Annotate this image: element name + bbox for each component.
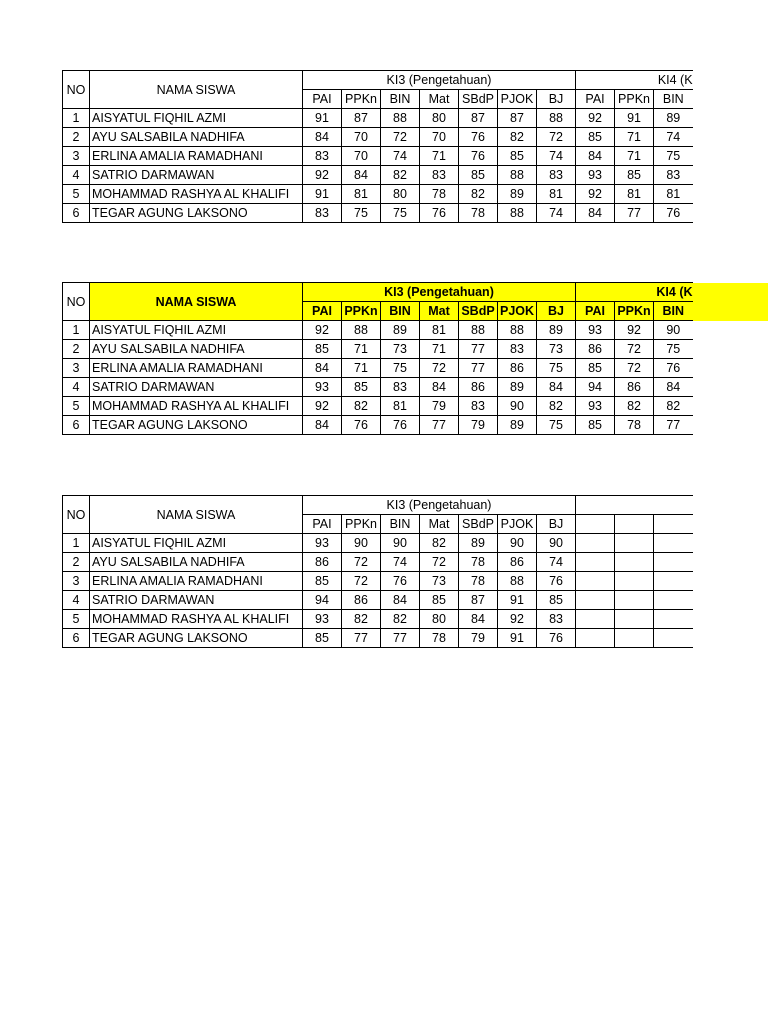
ki3-score: 76 bbox=[342, 416, 381, 435]
ki3-score: 74 bbox=[381, 147, 420, 166]
score-table-2 bbox=[62, 282, 768, 435]
ki3-score: 70 bbox=[342, 147, 381, 166]
ki3-score: 82 bbox=[420, 534, 459, 553]
ki3-score: 76 bbox=[459, 128, 498, 147]
ki3-score: 81 bbox=[537, 185, 576, 204]
ki4-score: 86 bbox=[576, 340, 615, 359]
table-row bbox=[63, 185, 768, 204]
ki4-score: 92 bbox=[615, 321, 654, 340]
ki3-score: 77 bbox=[381, 629, 420, 648]
subject-header: BJ bbox=[537, 90, 576, 109]
empty-cell bbox=[654, 553, 693, 572]
header-blank bbox=[576, 496, 693, 515]
student-name: MOHAMMAD RASHYA AL KHALIFI bbox=[90, 610, 303, 629]
ki4-score: 93 bbox=[576, 166, 615, 185]
subject-header: PAI bbox=[303, 515, 342, 534]
score-grid-2 bbox=[62, 282, 768, 435]
empty-cell bbox=[654, 534, 693, 553]
ki3-score: 91 bbox=[498, 629, 537, 648]
empty-cell bbox=[654, 629, 693, 648]
subject-header: PAI bbox=[576, 302, 615, 321]
ki3-score: 80 bbox=[420, 109, 459, 128]
ki3-score: 75 bbox=[381, 204, 420, 223]
ki4-score: 85 bbox=[576, 128, 615, 147]
subject-header: BJ bbox=[537, 302, 576, 321]
ki3-score: 72 bbox=[381, 128, 420, 147]
ki3-score: 78 bbox=[459, 572, 498, 591]
score-table-3 bbox=[62, 495, 768, 648]
subject-header: BIN bbox=[381, 90, 420, 109]
ki4-score: 83 bbox=[654, 166, 693, 185]
ki3-score: 77 bbox=[342, 629, 381, 648]
empty-cell bbox=[654, 591, 693, 610]
ki3-score: 88 bbox=[498, 572, 537, 591]
ki3-score: 75 bbox=[537, 416, 576, 435]
empty-cell bbox=[615, 629, 654, 648]
table-row bbox=[63, 166, 768, 185]
subject-header: PAI bbox=[303, 90, 342, 109]
ki4-score: 85 bbox=[615, 166, 654, 185]
ki4-score: 84 bbox=[576, 204, 615, 223]
ki3-score: 91 bbox=[303, 185, 342, 204]
row-number: 4 bbox=[63, 378, 90, 397]
ki3-score: 74 bbox=[537, 553, 576, 572]
ki3-score: 87 bbox=[459, 591, 498, 610]
student-name: AISYATUL FIQHIL AZMI bbox=[90, 109, 303, 128]
subject-header: PPKn bbox=[342, 515, 381, 534]
ki4-score: 76 bbox=[654, 204, 693, 223]
ki3-score: 83 bbox=[420, 166, 459, 185]
header-no: NO bbox=[63, 71, 90, 109]
ki3-score: 90 bbox=[498, 397, 537, 416]
ki3-score: 72 bbox=[537, 128, 576, 147]
ki3-score: 82 bbox=[381, 166, 420, 185]
ki3-score: 71 bbox=[342, 340, 381, 359]
ki3-score: 83 bbox=[459, 397, 498, 416]
empty-cell bbox=[576, 572, 615, 591]
row-number: 2 bbox=[63, 128, 90, 147]
ki3-score: 76 bbox=[459, 147, 498, 166]
ki3-score: 70 bbox=[342, 128, 381, 147]
row-number: 1 bbox=[63, 534, 90, 553]
row-number: 5 bbox=[63, 185, 90, 204]
ki4-score: 72 bbox=[615, 359, 654, 378]
ki3-score: 90 bbox=[498, 534, 537, 553]
score-grid-3 bbox=[62, 495, 768, 648]
empty-cell bbox=[615, 553, 654, 572]
table-2-body bbox=[63, 321, 768, 435]
ki3-score: 85 bbox=[303, 572, 342, 591]
ki3-score: 76 bbox=[381, 416, 420, 435]
ki4-score: 82 bbox=[654, 397, 693, 416]
ki4-score: 85 bbox=[576, 359, 615, 378]
student-name: ERLINA AMALIA RAMADHANI bbox=[90, 147, 303, 166]
table-row bbox=[63, 553, 768, 572]
empty-cell bbox=[615, 591, 654, 610]
ki3-score: 92 bbox=[303, 397, 342, 416]
ki4-score: 94 bbox=[576, 378, 615, 397]
ki3-score: 90 bbox=[537, 534, 576, 553]
subject-header: BIN bbox=[381, 515, 420, 534]
ki3-score: 92 bbox=[498, 610, 537, 629]
subject-header: BIN bbox=[381, 302, 420, 321]
ki4-score: 72 bbox=[615, 340, 654, 359]
ki3-score: 80 bbox=[381, 185, 420, 204]
ki3-score: 84 bbox=[459, 610, 498, 629]
row-number: 6 bbox=[63, 629, 90, 648]
ki3-score: 82 bbox=[459, 185, 498, 204]
ki3-score: 83 bbox=[303, 204, 342, 223]
student-name: AISYATUL FIQHIL AZMI bbox=[90, 534, 303, 553]
ki3-score: 93 bbox=[303, 610, 342, 629]
row-number: 5 bbox=[63, 397, 90, 416]
ki3-score: 78 bbox=[420, 629, 459, 648]
ki3-score: 77 bbox=[459, 340, 498, 359]
ki3-score: 83 bbox=[381, 378, 420, 397]
ki3-score: 82 bbox=[498, 128, 537, 147]
empty-cell bbox=[654, 572, 693, 591]
student-name: AISYATUL FIQHIL AZMI bbox=[90, 321, 303, 340]
ki3-score: 88 bbox=[498, 321, 537, 340]
subject-header: SBdP bbox=[459, 90, 498, 109]
ki3-score: 92 bbox=[303, 166, 342, 185]
ki4-score: 76 bbox=[654, 359, 693, 378]
header-nama-siswa: NAMA SISWA bbox=[90, 71, 303, 109]
ki3-score: 81 bbox=[420, 321, 459, 340]
subject-header: SBdP bbox=[459, 302, 498, 321]
header-nama-siswa: NAMA SISWA bbox=[90, 283, 303, 321]
ki4-score: 86 bbox=[615, 378, 654, 397]
student-name: AYU SALSABILA NADHIFA bbox=[90, 128, 303, 147]
ki3-score: 85 bbox=[537, 591, 576, 610]
table-3-body bbox=[63, 534, 768, 648]
subject-header: BIN bbox=[654, 90, 693, 109]
ki4-score: 85 bbox=[576, 416, 615, 435]
ki3-score: 84 bbox=[342, 166, 381, 185]
ki3-score: 72 bbox=[420, 553, 459, 572]
header-ki4: KI4 (K bbox=[576, 283, 693, 302]
ki3-score: 82 bbox=[537, 397, 576, 416]
ki3-score: 90 bbox=[381, 534, 420, 553]
ki3-score: 92 bbox=[303, 321, 342, 340]
subject-header: PAI bbox=[303, 302, 342, 321]
ki3-score: 74 bbox=[537, 147, 576, 166]
ki3-score: 88 bbox=[459, 321, 498, 340]
empty-cell bbox=[576, 534, 615, 553]
ki3-score: 91 bbox=[303, 109, 342, 128]
empty-cell bbox=[654, 515, 693, 534]
row-number: 3 bbox=[63, 572, 90, 591]
ki3-score: 73 bbox=[537, 340, 576, 359]
table-row bbox=[63, 610, 768, 629]
ki3-score: 82 bbox=[342, 397, 381, 416]
ki3-score: 85 bbox=[459, 166, 498, 185]
header-no: NO bbox=[63, 496, 90, 534]
header-ki3: KI3 (Pengetahuan) bbox=[303, 71, 576, 90]
ki4-score: 84 bbox=[576, 147, 615, 166]
student-name: SATRIO DARMAWAN bbox=[90, 166, 303, 185]
score-grid-1 bbox=[62, 70, 768, 223]
ki3-score: 84 bbox=[537, 378, 576, 397]
student-name: AYU SALSABILA NADHIFA bbox=[90, 340, 303, 359]
ki3-score: 71 bbox=[420, 147, 459, 166]
table-row bbox=[63, 629, 768, 648]
score-table-1 bbox=[62, 70, 768, 223]
ki3-score: 75 bbox=[342, 204, 381, 223]
table-row bbox=[63, 591, 768, 610]
ki3-score: 88 bbox=[498, 204, 537, 223]
subject-header: PJOK bbox=[498, 515, 537, 534]
ki3-score: 89 bbox=[381, 321, 420, 340]
row-number: 2 bbox=[63, 553, 90, 572]
header-ki3: KI3 (Pengetahuan) bbox=[303, 496, 576, 515]
ki3-score: 89 bbox=[498, 185, 537, 204]
ki3-score: 77 bbox=[420, 416, 459, 435]
ki3-score: 84 bbox=[303, 128, 342, 147]
ki4-score: 77 bbox=[654, 416, 693, 435]
ki4-score: 77 bbox=[615, 204, 654, 223]
subject-header: PJOK bbox=[498, 90, 537, 109]
ki3-score: 78 bbox=[459, 204, 498, 223]
ki4-score: 71 bbox=[615, 128, 654, 147]
subject-header: Mat bbox=[420, 302, 459, 321]
header-ki4: KI4 (K bbox=[576, 71, 693, 90]
subject-header: PPKn bbox=[615, 90, 654, 109]
student-name: MOHAMMAD RASHYA AL KHALIFI bbox=[90, 185, 303, 204]
subject-header: PPKn bbox=[615, 302, 654, 321]
row-number: 6 bbox=[63, 204, 90, 223]
empty-cell bbox=[654, 610, 693, 629]
table-row bbox=[63, 340, 768, 359]
table-row bbox=[63, 321, 768, 340]
empty-cell bbox=[576, 610, 615, 629]
empty-cell bbox=[576, 591, 615, 610]
empty-cell bbox=[576, 629, 615, 648]
ki3-score: 83 bbox=[537, 610, 576, 629]
header-ki3: KI3 (Pengetahuan) bbox=[303, 283, 576, 302]
student-name: TEGAR AGUNG LAKSONO bbox=[90, 629, 303, 648]
ki3-score: 88 bbox=[498, 166, 537, 185]
student-name: AYU SALSABILA NADHIFA bbox=[90, 553, 303, 572]
ki3-score: 85 bbox=[498, 147, 537, 166]
ki4-score: 74 bbox=[654, 128, 693, 147]
subject-header: PPKn bbox=[342, 302, 381, 321]
table-row bbox=[63, 572, 768, 591]
table-row bbox=[63, 534, 768, 553]
ki3-score: 85 bbox=[303, 629, 342, 648]
row-number: 1 bbox=[63, 321, 90, 340]
ki3-score: 87 bbox=[342, 109, 381, 128]
table-row bbox=[63, 128, 768, 147]
ki3-score: 75 bbox=[381, 359, 420, 378]
header-no: NO bbox=[63, 283, 90, 321]
ki3-score: 81 bbox=[342, 185, 381, 204]
empty-cell bbox=[576, 553, 615, 572]
ki3-score: 93 bbox=[303, 534, 342, 553]
ki3-score: 78 bbox=[420, 185, 459, 204]
row-number: 2 bbox=[63, 340, 90, 359]
ki4-score: 78 bbox=[615, 416, 654, 435]
ki3-score: 80 bbox=[420, 610, 459, 629]
table-row bbox=[63, 397, 768, 416]
ki3-score: 83 bbox=[303, 147, 342, 166]
subject-header: PAI bbox=[576, 90, 615, 109]
table-row bbox=[63, 109, 768, 128]
ki4-score: 75 bbox=[654, 340, 693, 359]
subject-header: Mat bbox=[420, 90, 459, 109]
ki3-score: 89 bbox=[498, 378, 537, 397]
ki3-score: 88 bbox=[381, 109, 420, 128]
ki4-score: 92 bbox=[576, 185, 615, 204]
ki3-score: 76 bbox=[420, 204, 459, 223]
row-number: 1 bbox=[63, 109, 90, 128]
ki3-score: 86 bbox=[303, 553, 342, 572]
ki3-score: 89 bbox=[498, 416, 537, 435]
table-1-body bbox=[63, 109, 768, 223]
ki4-score: 81 bbox=[654, 185, 693, 204]
ki3-score: 74 bbox=[537, 204, 576, 223]
row-number: 4 bbox=[63, 166, 90, 185]
ki3-score: 78 bbox=[459, 553, 498, 572]
table-row bbox=[63, 378, 768, 397]
ki4-score: 81 bbox=[615, 185, 654, 204]
empty-cell bbox=[615, 515, 654, 534]
ki4-score: 92 bbox=[576, 109, 615, 128]
ki3-score: 87 bbox=[498, 109, 537, 128]
ki3-score: 86 bbox=[459, 378, 498, 397]
subject-header: PJOK bbox=[498, 302, 537, 321]
student-name: ERLINA AMALIA RAMADHANI bbox=[90, 572, 303, 591]
ki3-score: 72 bbox=[420, 359, 459, 378]
table-row bbox=[63, 359, 768, 378]
table-row bbox=[63, 147, 768, 166]
empty-cell bbox=[615, 610, 654, 629]
student-name: SATRIO DARMAWAN bbox=[90, 378, 303, 397]
ki3-score: 75 bbox=[537, 359, 576, 378]
ki3-score: 94 bbox=[303, 591, 342, 610]
student-name: MOHAMMAD RASHYA AL KHALIFI bbox=[90, 397, 303, 416]
ki3-score: 71 bbox=[342, 359, 381, 378]
ki3-score: 85 bbox=[342, 378, 381, 397]
ki4-score: 93 bbox=[576, 397, 615, 416]
ki3-score: 79 bbox=[459, 416, 498, 435]
student-name: TEGAR AGUNG LAKSONO bbox=[90, 204, 303, 223]
ki3-score: 77 bbox=[459, 359, 498, 378]
row-number: 3 bbox=[63, 147, 90, 166]
ki4-score: 71 bbox=[615, 147, 654, 166]
student-name: TEGAR AGUNG LAKSONO bbox=[90, 416, 303, 435]
ki3-score: 84 bbox=[420, 378, 459, 397]
student-name: SATRIO DARMAWAN bbox=[90, 591, 303, 610]
table-row bbox=[63, 416, 768, 435]
subject-header: BJ bbox=[537, 515, 576, 534]
ki3-score: 70 bbox=[420, 128, 459, 147]
ki3-score: 87 bbox=[459, 109, 498, 128]
ki3-score: 73 bbox=[420, 572, 459, 591]
ki3-score: 86 bbox=[498, 359, 537, 378]
ki3-score: 86 bbox=[498, 553, 537, 572]
empty-cell bbox=[615, 572, 654, 591]
subject-header: BIN bbox=[654, 302, 693, 321]
row-number: 6 bbox=[63, 416, 90, 435]
row-number: 3 bbox=[63, 359, 90, 378]
ki4-score: 91 bbox=[615, 109, 654, 128]
ki3-score: 79 bbox=[420, 397, 459, 416]
ki3-score: 81 bbox=[381, 397, 420, 416]
ki3-score: 88 bbox=[342, 321, 381, 340]
row-number: 5 bbox=[63, 610, 90, 629]
ki3-score: 88 bbox=[537, 109, 576, 128]
ki3-score: 71 bbox=[420, 340, 459, 359]
ki3-score: 84 bbox=[303, 359, 342, 378]
ki3-score: 85 bbox=[420, 591, 459, 610]
table-row bbox=[63, 204, 768, 223]
ki3-score: 86 bbox=[342, 591, 381, 610]
subject-header: PPKn bbox=[342, 90, 381, 109]
subject-header: SBdP bbox=[459, 515, 498, 534]
ki4-score: 89 bbox=[654, 109, 693, 128]
ki3-score: 83 bbox=[498, 340, 537, 359]
ki3-score: 74 bbox=[381, 553, 420, 572]
ki3-score: 84 bbox=[381, 591, 420, 610]
empty-cell bbox=[576, 515, 615, 534]
ki3-score: 90 bbox=[342, 534, 381, 553]
ki3-score: 85 bbox=[303, 340, 342, 359]
ki3-score: 76 bbox=[537, 572, 576, 591]
ki3-score: 72 bbox=[342, 572, 381, 591]
ki4-score: 82 bbox=[615, 397, 654, 416]
ki3-score: 91 bbox=[498, 591, 537, 610]
ki4-score: 90 bbox=[654, 321, 693, 340]
ki3-score: 84 bbox=[303, 416, 342, 435]
ki3-score: 82 bbox=[381, 610, 420, 629]
student-name: ERLINA AMALIA RAMADHANI bbox=[90, 359, 303, 378]
ki3-score: 82 bbox=[342, 610, 381, 629]
ki4-score: 75 bbox=[654, 147, 693, 166]
ki3-score: 89 bbox=[537, 321, 576, 340]
ki3-score: 72 bbox=[342, 553, 381, 572]
ki3-score: 89 bbox=[459, 534, 498, 553]
ki3-score: 76 bbox=[537, 629, 576, 648]
ki3-score: 73 bbox=[381, 340, 420, 359]
empty-cell bbox=[615, 534, 654, 553]
subject-header: Mat bbox=[420, 515, 459, 534]
ki4-score: 84 bbox=[654, 378, 693, 397]
ki3-score: 79 bbox=[459, 629, 498, 648]
ki4-score: 93 bbox=[576, 321, 615, 340]
ki3-score: 83 bbox=[537, 166, 576, 185]
row-number: 4 bbox=[63, 591, 90, 610]
ki3-score: 76 bbox=[381, 572, 420, 591]
header-nama-siswa: NAMA SISWA bbox=[90, 496, 303, 534]
ki3-score: 93 bbox=[303, 378, 342, 397]
